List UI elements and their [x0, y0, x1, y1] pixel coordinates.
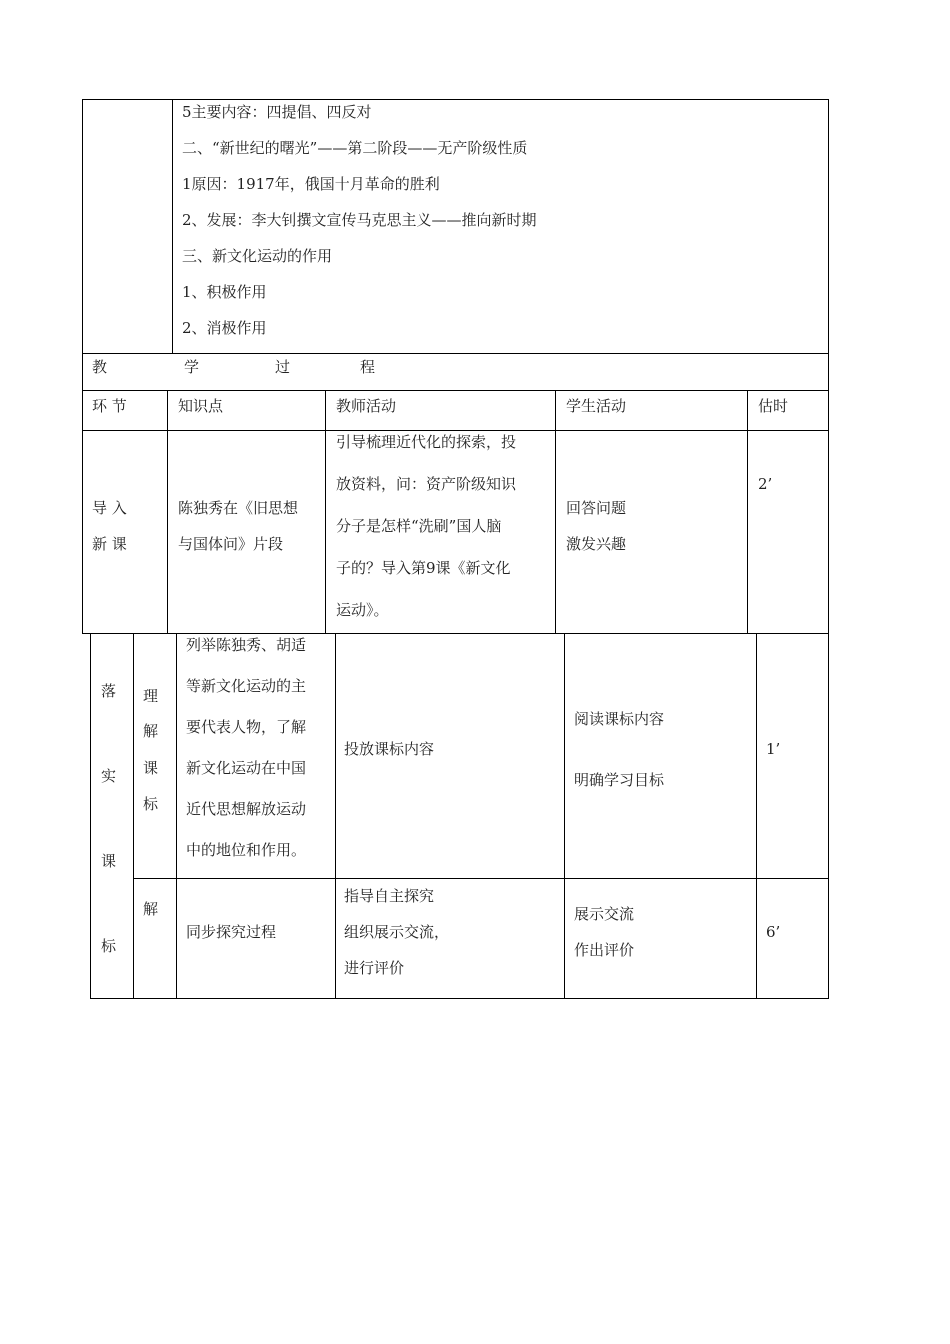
- col-header-student: 学生活动: [566, 397, 627, 415]
- explain-student-line: 作出评价: [574, 941, 635, 959]
- lower-border-left: [90, 633, 91, 999]
- lower-col-4: [564, 633, 565, 999]
- lower-row-divider: [133, 878, 829, 879]
- col-header-section: 环 节: [92, 397, 127, 415]
- standard-knowledge-line: 等新文化运动的主: [186, 677, 307, 695]
- explain-teacher-line: 组织展示交流，: [344, 923, 450, 941]
- explain-knowledge: 同步探究过程: [186, 923, 277, 941]
- intro-knowledge-line: 与国体问》片段: [178, 535, 284, 553]
- standard-student-line: 阅读课标内容: [574, 710, 665, 728]
- standard-knowledge-line: 中的地位和作用。: [186, 841, 307, 859]
- col-header-knowledge: 知识点: [178, 397, 224, 415]
- col-line-1: [167, 390, 168, 634]
- standard-knowledge-line: 要代表人物，了解: [186, 718, 307, 736]
- process-char: 程: [360, 358, 376, 376]
- top-line: 二、“新世纪的曙光”——第二阶段——无产阶级性质: [182, 139, 528, 157]
- standard-section-char: 标: [101, 937, 117, 955]
- standard-time: 1’: [766, 740, 781, 758]
- intro-teacher-line: 子的？导入第9课《新文化: [336, 559, 511, 577]
- explain-teacher-line: 进行评价: [344, 959, 405, 977]
- top-line: 5主要内容：四提倡、四反对: [182, 103, 372, 121]
- lower-border-right: [828, 633, 829, 999]
- explain-time: 6’: [766, 923, 781, 941]
- top-line: 1、积极作用: [182, 283, 267, 301]
- standard-knowledge-line: 列举陈独秀、胡适: [186, 636, 307, 654]
- explain-sub-char: 解: [143, 900, 159, 918]
- intro-teacher-line: 分子是怎样“洗刷”国人脑: [336, 517, 502, 535]
- col-line-2: [325, 390, 326, 634]
- standard-sub-char: 课: [143, 759, 159, 777]
- explain-student-line: 展示交流: [574, 905, 635, 923]
- border-right: [828, 99, 829, 634]
- standard-section-char: 实: [101, 767, 117, 785]
- process-char: 学: [184, 358, 200, 376]
- intro-teacher-line: 引导梳理近代化的探索，投: [336, 433, 517, 451]
- divider-top-left: [172, 99, 173, 354]
- top-line: 三、新文化运动的作用: [182, 247, 333, 265]
- col-line-4: [747, 390, 748, 634]
- col-header-time: 估时: [758, 397, 789, 415]
- intro-student-line: 回答问题: [566, 499, 627, 517]
- explain-teacher-line: 指导自主探究: [344, 887, 435, 905]
- lower-col-3: [335, 633, 336, 999]
- standard-section-char: 落: [101, 682, 117, 700]
- process-char: 教: [92, 358, 108, 376]
- intro-student-line: 激发兴趣: [566, 535, 627, 553]
- border-left: [82, 99, 83, 634]
- standard-sub-char: 解: [143, 722, 159, 740]
- col-header-teacher: 教师活动: [336, 397, 397, 415]
- lower-border-bottom: [90, 998, 829, 999]
- standard-knowledge-line: 新文化运动在中国: [186, 759, 307, 777]
- intro-knowledge-line: 陈独秀在《旧思想: [178, 499, 299, 517]
- standard-student-line: 明确学习目标: [574, 771, 665, 789]
- intro-teacher-line: 运动》。: [336, 601, 389, 619]
- lower-col-2: [176, 633, 177, 999]
- intro-section-line: 导 入: [92, 499, 127, 517]
- intro-time: 2’: [758, 475, 773, 493]
- standard-teacher: 投放课标内容: [344, 740, 435, 758]
- standard-knowledge-line: 近代思想解放运动: [186, 800, 307, 818]
- intro-teacher-line: 放资料，问：资产阶级知识: [336, 475, 517, 493]
- top-line: 1原因：1917年，俄国十月革命的胜利: [182, 175, 440, 193]
- lower-col-1: [133, 633, 134, 999]
- process-char: 过: [275, 358, 291, 376]
- intro-section-line: 新 课: [92, 535, 127, 553]
- top-line: 2、发展：李大钊撰文宣传马克思主义——推向新时期: [182, 211, 537, 229]
- lower-col-5: [756, 633, 757, 999]
- standard-sub-char: 理: [143, 687, 159, 705]
- top-line: 2、消极作用: [182, 319, 267, 337]
- col-line-3: [555, 390, 556, 634]
- standard-sub-char: 标: [143, 795, 159, 813]
- standard-section-char: 课: [101, 852, 117, 870]
